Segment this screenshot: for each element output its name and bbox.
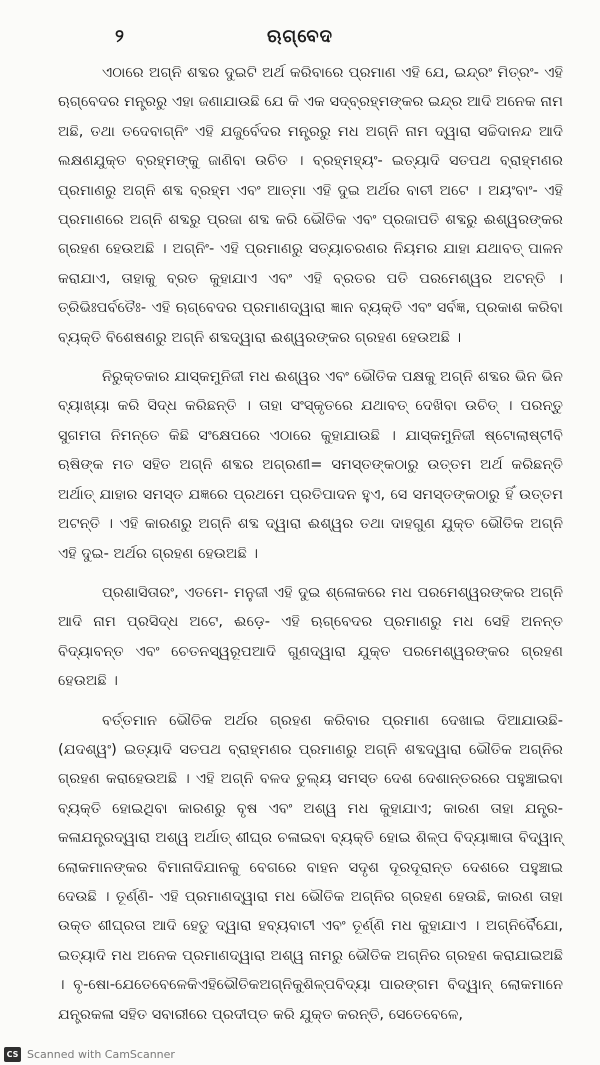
- paragraph: ବର୍ତ୍ତମାନ ଭୌତିକ ଅର୍ଥର ଗ୍ରହଣ କରିବାର ପ୍ରମାଣ ଦେଖାଇ ଦିଆଯାଉଛି- (ଯଦଶ୍ୱଂ) ଇତ୍ୟାଦି ସତପଥ ବ୍ରାହ୍ମଣର ପ୍ରମାଣରୁ ଅଗ୍ନି ଶବ୍ଦଦ୍ୱାରା ଭୌତିକ ଅଗ୍ନିର ଗ୍ରହଣ କରାହେଉଅଛି । ଏହି ଅଗ୍ନି ବଳଦ ତୁଲ୍ୟ ସମସ୍ତ ଦେଶ ଦେଶାନ୍ତରରେ ପହୁଞ୍ଚାଇବା ବ୍ୟକ୍ତି ହୋଇଥିବା କାରଣରୁ ବୃଷ ଏବଂ ଅଶ୍ୱ ମଧ କୁହାଯାଏ; କାରଣ ତାହା ଯନ୍ତ୍ର-କଳାଯନ୍ତ୍ରଦ୍ୱାରା ଅଶ୍ୱ ଅର୍ଥାତ୍ ଶୀଘ୍ର ଚଳାଇବା ବ୍ୟକ୍ତି ହୋଇ ଶିଳ୍ପ ବିଦ୍ୟାଜ୍ଞାତା ବିଦ୍ୱାନ୍ ଲୋକମାନଙ୍କର ବିମାନାଦିଯାନକୁ ବେଗରେ ବାହନ ସଦୃଶ ଦୂରଦୂରାନ୍ତ ଦେଶରେ ପହୁଞ୍ଚାଇ ଦେଉଛି । ତୂର୍ଣ୍ଣି- ଏହି ପ୍ରମାଣଦ୍ୱାରା ମଧ ଭୌତିକ ଅଗ୍ନିର ଗ୍ରହଣ ହେଉଛି, କାରଣ ତାହା ଉକ୍ତ ଶୀଘ୍ରତା ଆଦି ହେତୁ ଦ୍ୱାରା ହବ୍ୟବାଟୀ ଏବଂ ତୂର୍ଣ୍ଣି ମଧ କୁହାଯାଏ । ଅଗ୍ନିର୍ବୈଯୋ, ଇତ୍ୟାଦି ମଧ ଅନେକ ପ୍ରମାଣଦ୍ୱାରା ଅଶ୍ୱ ନାମରୁ ଭୌତିକ ଅଗ୍ନିର ଗ୍ରହଣ କରାଯାଇଅଛି । ବୃ-ଷୋ-ଯେତେବେଳେକିଏହିଭୌତିକଅଗ୍ନିକୁଶିଳ୍ପବିଦ୍ୟା ପାରଙ୍ଗମ ବିଦ୍ୱାନ୍ ଲୋକମାନେ ଯନ୍ତ୍ରକଳା ସହିତ ସବାରୀରେ ପ୍ରଦୀପ୍ତ କରି ଯୁକ୍ତ କରନ୍ତି, ସେତେବେଳେ,: [58, 711, 563, 1023]
- body-text: [58, 58, 563, 1039]
- paragraph: ପ୍ରଶାସିତାରଂ, ଏତମେ- ମନୁଜୀ ଏହି ଦୁଇ ଶ୍ଳୋକରେ ମଧ ପରମେଶ୍ୱରଙ୍କର ଅଗ୍ନି ଆଦି ନାମ ପ୍ରସିଦ୍ଧ ଅଟେ, ଈଡ଼େ- ଏହି ଋଗ୍‌ବେଦର ପ୍ରମାଣରୁ ମଧ ସେହି ଅନନ୍ତ ବିଦ୍ୟାବନ୍ତ ଏବଂ ଚେତନସ୍ୱରୂପଆଦି ଗୁଣଦ୍ୱାରା ଯୁକ୍ତ ପରମେଶ୍ୱରଙ୍କର ଗ୍ରହଣ ହେଉଅଛି ।: [58, 583, 563, 690]
- scanner-footer: [0, 1043, 600, 1065]
- camscanner-logo-icon: CS: [4, 1047, 21, 1062]
- page-number: ୨: [115, 26, 124, 47]
- scanner-watermark-text: Scanned with CamScanner: [27, 1047, 175, 1061]
- running-title: ଋଗ୍‌ବେଦ: [266, 26, 334, 47]
- paragraph: ନିରୁକ୍ତକାର ଯାସ୍କମୁନିଜୀ ମଧ ଈଶ୍ୱର ଏବଂ ଭୌତିକ ପକ୍ଷକୁ ଅଗ୍ନି ଶବ୍ଦର ଭିନ ଭିନ ବ୍ୟାଖ୍ୟା କରି ସିଦ୍ଧ କରିଛନ୍ତି । ତାହା ସଂସ୍କୃତରେ ଯଥାବତ୍ ଦେଖିବା ଉଚିତ୍ । ପରନ୍ତୁ ସୁଗମତା ନିମନ୍ତେ କିଛି ସଂକ୍ଷେପରେ ଏଠାରେ କୁହାଯାଉଛି । ଯାସ୍କମୁନିଜୀ ଷ୍ଟୋଲାଷ୍ଟୀବି ଋଷିଙ୍କ ମତ ସହିତ ଅଗ୍ନି ଶବ୍ଦର ଅଗ୍ରଣୀ= ସମସ୍ତଙ୍କଠାରୁ ଉତ୍ତମ ଅର୍ଥ କରିଛନ୍ତି ଅର୍ଥାତ୍ ଯାହାର ସମସ୍ତ ଯଜ୍ଞରେ ପ୍ରଥମେ ପ୍ରତିପାଦନ ହୁଏ, ସେ ସମସ୍ତଙ୍କଠାରୁ ହିଁ ଉତ୍ତମ ଅଟନ୍ତି । ଏହି କାରଣରୁ ଅଗ୍ନି ଶବ୍ଦ ଦ୍ୱାରା ଈଶ୍ୱର ତଥା ଦାହଗୁଣ ଯୁକ୍ତ ଭୌତିକ ଅଗ୍ନି ଏହି ଦୁଇ- ଅର୍ଥର ଗ୍ରହଣ ହେଉଅଛି ।: [58, 368, 563, 562]
- page-header: [0, 22, 600, 62]
- paragraph: ଏଠାରେ ଅଗ୍ନି ଶବ୍ଦର ଦୁଇଟି ଅର୍ଥ କରିବାରେ ପ୍ରମାଣ ଏହି ଯେ, ଇନ୍ଦ୍ରଂ ମିତ୍ରଂ- ଏହି ଋଗ୍‌ବେଦର ମନ୍ତ୍ରରୁ ଏହା ଜଣାଯାଉଛି ଯେ କି ଏକ ସଦ୍‌ବ୍ରହ୍ମଙ୍କର ଇନ୍ଦ୍ର ଆଦି ଅନେକ ନାମ ଅଛି, ତଥା ତଦେବାଗ୍ନିଂ ଏହି ଯଜୁର୍ବେଦର ମନ୍ତ୍ରରୁ ମଧ ଅଗ୍ନି ନାମ ଦ୍ୱାରା ସଚ୍ଚିଦାନନ୍ଦ ଆଦି ଲକ୍ଷଣଯୁକ୍ତ ବ୍ରହ୍ମଙ୍କୁ ଜାଣିବା ଉଚିତ । ବ୍ରହ୍ମହ୍ୟଂ- ଇତ୍ୟାଦି ସତପଥ ବ୍ରାହ୍ମଣର ପ୍ରମାଣରୁ ଅଗ୍ନି ଶବ୍ଦ ବ୍ରହ୍ମ ଏବଂ ଆତ୍ମା ଏହି ଦୁଇ ଅର୍ଥର ବାଚୀ ଅଟେ । ଅୟଂବାଂ- ଏହି ପ୍ରମାଣରେ ଅଗ୍ନି ଶବ୍ଦରୁ ପ୍ରଜା ଶବ୍ଦ କରି ଭୌତିକ ଏବଂ ପ୍ରଜାପତି ଶବ୍ଦରୁ ଈଶ୍ୱରଙ୍କର ଗ୍ରହଣ ହେଉଅଛି । ଅଗ୍ନିଂ- ଏହି ପ୍ରମାଣରୁ ସତ୍ୟାଚରଣର ନିୟମର ଯାହା ଯଥାବତ୍ ପାଳନ କରାଯାଏ, ତାହାକୁ ବ୍ରତ କୁହାଯାଏ ଏବଂ ଏହି ବ୍ରତର ପତି ପରମେଶ୍ୱର ଅଟନ୍ତି । ତ୍ରିଭିଃପର୍ବତୈଃ- ଏହି ଋଗ୍‌ବେଦର ପ୍ରମାଣଦ୍ୱାରା ଜ୍ଞାନ ବ୍ୟକ୍ତି ଏବଂ ସର୍ବଜ୍ଞ, ପ୍ରକାଶ କରିବା ବ୍ୟକ୍ତି ବିଶେଷଣରୁ ଅଗ୍ନି ଶବ୍ଦଦ୍ୱାରା ଈଶ୍ୱରଙ୍କର ଗ୍ରହଣ ହେଉଅଛି ।: [58, 64, 563, 346]
